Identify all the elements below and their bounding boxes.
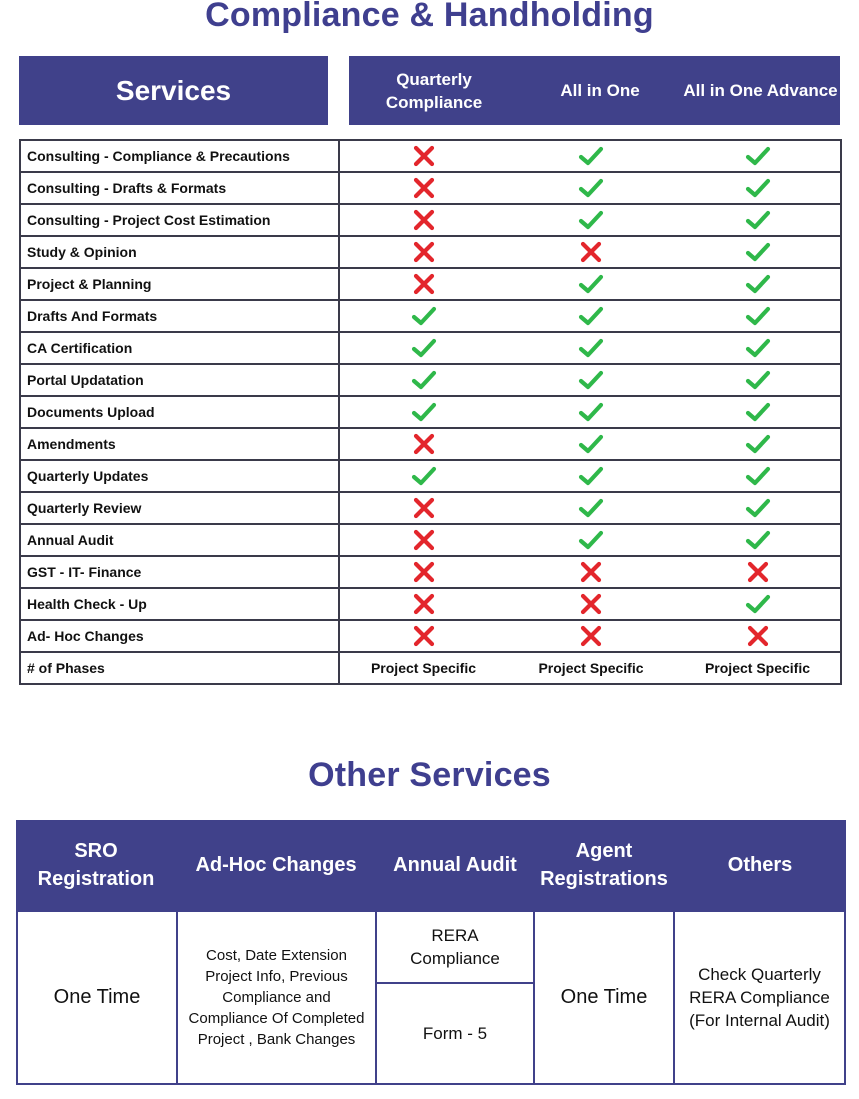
cell-all-in-one bbox=[507, 620, 675, 652]
table-row bbox=[20, 428, 841, 460]
check-icon bbox=[745, 595, 771, 612]
service-name: Consulting - Drafts & Formats bbox=[20, 172, 339, 204]
cell-quarterly bbox=[339, 332, 507, 364]
cell-all-in-one bbox=[507, 524, 675, 556]
check-icon bbox=[578, 403, 604, 420]
cell-quarterly bbox=[339, 588, 507, 620]
cross-icon bbox=[411, 531, 437, 548]
check-icon bbox=[745, 307, 771, 324]
service-name: Annual Audit bbox=[20, 524, 339, 556]
phases-row bbox=[20, 652, 841, 684]
table-row bbox=[20, 204, 841, 236]
sro-value: One Time bbox=[16, 910, 178, 1085]
check-icon bbox=[578, 531, 604, 548]
cross-icon bbox=[411, 435, 437, 452]
cell-all-in-one bbox=[507, 428, 675, 460]
cell-advance bbox=[675, 140, 841, 172]
service-name: Portal Updatation bbox=[20, 364, 339, 396]
plans-header bbox=[349, 56, 840, 125]
cell-quarterly bbox=[339, 140, 507, 172]
service-name: Ad- Hoc Changes bbox=[20, 620, 339, 652]
cell-all-in-one bbox=[507, 396, 675, 428]
cell-advance bbox=[675, 364, 841, 396]
table-row bbox=[20, 236, 841, 268]
annual-audit-rera: RERA Compliance bbox=[375, 910, 535, 984]
service-name: Consulting - Compliance & Precautions bbox=[20, 140, 339, 172]
cell-advance bbox=[675, 492, 841, 524]
table-row bbox=[20, 332, 841, 364]
table-row bbox=[20, 492, 841, 524]
header-others: Others bbox=[727, 854, 793, 876]
cell-all-in-one bbox=[507, 492, 675, 524]
agent-value: One Time bbox=[533, 910, 675, 1085]
cross-icon bbox=[411, 499, 437, 516]
header-ad-hoc-changes: Ad-Hoc Changes bbox=[195, 854, 357, 876]
cell-advance bbox=[675, 460, 841, 492]
cross-icon bbox=[745, 563, 771, 580]
cell-advance bbox=[675, 204, 841, 236]
service-name: Quarterly Review bbox=[20, 492, 339, 524]
cell-quarterly bbox=[339, 556, 507, 588]
check-icon bbox=[411, 403, 437, 420]
cell-all-in-one bbox=[507, 332, 675, 364]
others-value: Check Quarterly RERA Compliance (For Internal Audit) bbox=[673, 910, 846, 1085]
cell-quarterly bbox=[339, 172, 507, 204]
check-icon bbox=[745, 499, 771, 516]
check-icon bbox=[745, 531, 771, 548]
annual-audit-form5: Form - 5 bbox=[375, 982, 535, 1085]
cell-advance bbox=[675, 524, 841, 556]
cross-icon bbox=[745, 627, 771, 644]
service-name: Project & Planning bbox=[20, 268, 339, 300]
plan-quarterly-compliance: Quarterly Compliance bbox=[385, 69, 483, 112]
service-name: Quarterly Updates bbox=[20, 460, 339, 492]
check-icon bbox=[411, 371, 437, 388]
cell-all-in-one bbox=[507, 204, 675, 236]
check-icon bbox=[745, 435, 771, 452]
cell-advance bbox=[675, 556, 841, 588]
cell-all-in-one bbox=[507, 588, 675, 620]
phases-value: Project Specific bbox=[675, 652, 841, 684]
service-name: CA Certification bbox=[20, 332, 339, 364]
cell-advance bbox=[675, 268, 841, 300]
cell-advance bbox=[675, 332, 841, 364]
cell-advance bbox=[675, 428, 841, 460]
check-icon bbox=[745, 243, 771, 260]
check-icon bbox=[578, 275, 604, 292]
cell-advance bbox=[675, 172, 841, 204]
cell-advance bbox=[675, 236, 841, 268]
table-row bbox=[20, 524, 841, 556]
cell-quarterly bbox=[339, 524, 507, 556]
service-name: GST - IT- Finance bbox=[20, 556, 339, 588]
check-icon bbox=[745, 275, 771, 292]
header-sro-registration: SRO Registration bbox=[37, 840, 155, 890]
cross-icon bbox=[411, 275, 437, 292]
check-icon bbox=[745, 147, 771, 164]
cell-quarterly bbox=[339, 396, 507, 428]
check-icon bbox=[578, 147, 604, 164]
cell-advance bbox=[675, 588, 841, 620]
cell-quarterly bbox=[339, 492, 507, 524]
cross-icon bbox=[578, 563, 604, 580]
cell-quarterly bbox=[339, 620, 507, 652]
table-row bbox=[20, 364, 841, 396]
cross-icon bbox=[411, 627, 437, 644]
cross-icon bbox=[411, 563, 437, 580]
cell-quarterly bbox=[339, 268, 507, 300]
cell-all-in-one bbox=[507, 300, 675, 332]
check-icon bbox=[578, 179, 604, 196]
comparison-table bbox=[19, 139, 842, 685]
check-icon bbox=[578, 211, 604, 228]
table-row bbox=[20, 588, 841, 620]
table-row bbox=[20, 300, 841, 332]
check-icon bbox=[745, 339, 771, 356]
check-icon bbox=[745, 179, 771, 196]
table-row bbox=[20, 556, 841, 588]
phases-value: Project Specific bbox=[507, 652, 675, 684]
adhoc-value: Cost, Date Extension Project Info, Previous Compliance and Compliance Of Completed Project , Bank Changes bbox=[176, 910, 377, 1085]
check-icon bbox=[745, 211, 771, 228]
plan-all-in-one-advance: All in One Advance bbox=[683, 81, 838, 100]
phases-label: # of Phases bbox=[20, 652, 339, 684]
cell-advance bbox=[675, 620, 841, 652]
cross-icon bbox=[578, 595, 604, 612]
cell-advance bbox=[675, 300, 841, 332]
cell-quarterly bbox=[339, 428, 507, 460]
check-icon bbox=[745, 403, 771, 420]
check-icon bbox=[578, 339, 604, 356]
cross-icon bbox=[578, 627, 604, 644]
table-row bbox=[20, 268, 841, 300]
phases-value: Project Specific bbox=[339, 652, 507, 684]
page-title: Compliance & Handholding bbox=[205, 0, 654, 34]
check-icon bbox=[411, 339, 437, 356]
check-icon bbox=[578, 467, 604, 484]
cell-all-in-one bbox=[507, 268, 675, 300]
table-row bbox=[20, 140, 841, 172]
check-icon bbox=[745, 371, 771, 388]
service-name: Documents Upload bbox=[20, 396, 339, 428]
cell-all-in-one bbox=[507, 172, 675, 204]
cell-all-in-one bbox=[507, 460, 675, 492]
service-name: Health Check - Up bbox=[20, 588, 339, 620]
cell-quarterly bbox=[339, 300, 507, 332]
cross-icon bbox=[411, 595, 437, 612]
check-icon bbox=[578, 371, 604, 388]
cell-all-in-one bbox=[507, 556, 675, 588]
other-services-table bbox=[16, 820, 846, 1085]
service-name: Consulting - Project Cost Estimation bbox=[20, 204, 339, 236]
service-name: Amendments bbox=[20, 428, 339, 460]
check-icon bbox=[578, 435, 604, 452]
check-icon bbox=[411, 307, 437, 324]
service-name: Study & Opinion bbox=[20, 236, 339, 268]
cell-all-in-one bbox=[507, 364, 675, 396]
services-header: Services bbox=[19, 56, 328, 125]
other-services-header bbox=[16, 820, 846, 910]
check-icon bbox=[578, 307, 604, 324]
check-icon bbox=[411, 467, 437, 484]
header-agent-registrations: Agent Registrations bbox=[540, 840, 668, 890]
header-annual-audit: Annual Audit bbox=[393, 854, 517, 876]
table-row bbox=[20, 460, 841, 492]
cell-quarterly bbox=[339, 460, 507, 492]
table-row bbox=[20, 396, 841, 428]
table-row bbox=[20, 620, 841, 652]
service-name: Drafts And Formats bbox=[20, 300, 339, 332]
cell-quarterly bbox=[339, 236, 507, 268]
table-row bbox=[20, 172, 841, 204]
cross-icon bbox=[578, 243, 604, 260]
cell-advance bbox=[675, 396, 841, 428]
cross-icon bbox=[411, 211, 437, 228]
cross-icon bbox=[411, 179, 437, 196]
cell-quarterly bbox=[339, 364, 507, 396]
check-icon bbox=[578, 499, 604, 516]
cell-quarterly bbox=[339, 204, 507, 236]
cell-all-in-one bbox=[507, 236, 675, 268]
other-services-title: Other Services bbox=[308, 756, 551, 794]
cell-all-in-one bbox=[507, 140, 675, 172]
check-icon bbox=[745, 467, 771, 484]
cross-icon bbox=[411, 147, 437, 164]
cross-icon bbox=[411, 243, 437, 260]
plan-all-in-one: All in One bbox=[560, 81, 640, 100]
